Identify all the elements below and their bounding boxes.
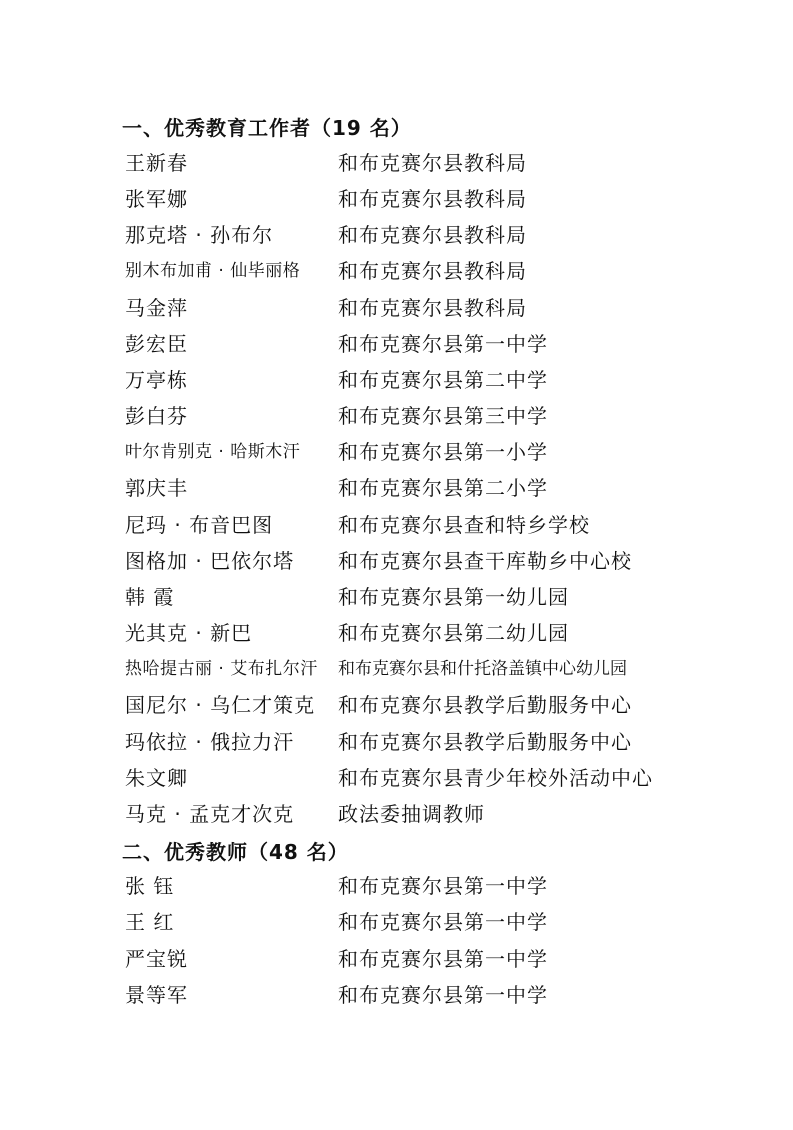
person-name: 王 红 (125, 910, 175, 934)
work-unit: 和布克赛尔县教科局 (338, 187, 527, 211)
work-unit: 和布克赛尔县和什托洛盖镇中心幼儿园 (338, 659, 627, 679)
list-item (0, 145, 793, 181)
person-name: 朱文卿 (125, 766, 188, 790)
work-unit: 和布克赛尔县青少年校外活动中心 (338, 766, 653, 790)
work-unit: 和布克赛尔县第一中学 (338, 874, 548, 898)
work-unit: 和布克赛尔县教科局 (338, 259, 527, 283)
work-unit: 和布克赛尔县第一幼儿园 (338, 585, 569, 609)
work-unit: 和布克赛尔县查干库勒乡中心校 (338, 549, 632, 573)
person-name: 彭宏臣 (125, 332, 188, 356)
list-item (0, 290, 793, 326)
person-name: 国尼尔 · 乌仁才策克 (125, 693, 316, 717)
list-item (0, 868, 793, 904)
work-unit: 政法委抽调教师 (338, 802, 485, 826)
work-unit: 和布克赛尔县教科局 (338, 296, 527, 320)
work-unit: 和布克赛尔县第一中学 (338, 332, 548, 356)
list-item (0, 543, 793, 579)
work-unit: 和布克赛尔县第一小学 (338, 440, 548, 464)
person-name: 叶尔肯别克 · 哈斯木汗 (125, 442, 301, 462)
person-name: 万亭栋 (125, 368, 188, 392)
list-item (0, 977, 793, 1013)
person-name: 景等军 (125, 983, 188, 1007)
list-item (0, 579, 793, 615)
list-item (0, 398, 793, 434)
person-name: 图格加 · 巴依尔塔 (125, 549, 295, 573)
list-item (0, 217, 793, 253)
person-name: 郭庆丰 (125, 476, 188, 500)
list-item (0, 615, 793, 651)
person-name: 尼玛 · 布音巴图 (125, 513, 274, 537)
list-item (0, 904, 793, 940)
person-name: 韩 霞 (125, 585, 175, 609)
work-unit: 和布克赛尔县教学后勤服务中心 (338, 693, 632, 717)
list-item (0, 362, 793, 398)
person-name: 那克塔 · 孙布尔 (125, 223, 274, 247)
work-unit: 和布克赛尔县第二小学 (338, 476, 548, 500)
work-unit: 和布克赛尔县教科局 (338, 151, 527, 175)
list-item (0, 651, 793, 687)
list-item (0, 507, 793, 543)
person-name: 玛依拉 · 俄拉力汗 (125, 730, 295, 754)
work-unit: 和布克赛尔县第一中学 (338, 983, 548, 1007)
person-name: 马克 · 孟克才次克 (125, 802, 295, 826)
list-item (0, 724, 793, 760)
work-unit: 和布克赛尔县第一中学 (338, 910, 548, 934)
person-name: 王新春 (125, 151, 188, 175)
work-unit: 和布克赛尔县第二幼儿园 (338, 621, 569, 645)
person-name: 彭白芬 (125, 404, 188, 428)
work-unit: 和布克赛尔县第一中学 (338, 947, 548, 971)
list-item (0, 181, 793, 217)
person-name: 热哈提古丽 · 艾布扎尔汗 (125, 659, 318, 679)
work-unit: 和布克赛尔县第三中学 (338, 404, 548, 428)
person-name: 张 钰 (125, 874, 175, 898)
work-unit: 和布克赛尔县第二中学 (338, 368, 548, 392)
section-title: 二、优秀教师（48 名） (122, 840, 349, 864)
person-name: 光其克 · 新巴 (125, 621, 253, 645)
work-unit: 和布克赛尔县查和特乡学校 (338, 513, 590, 537)
person-name: 别木布加甫 · 仙毕丽格 (125, 261, 301, 281)
work-unit: 和布克赛尔县教学后勤服务中心 (338, 730, 632, 754)
list-item (0, 326, 793, 362)
list-item (0, 470, 793, 506)
work-unit: 和布克赛尔县教科局 (338, 223, 527, 247)
section-title: 一、优秀教育工作者（19 名） (122, 116, 412, 140)
list-item (0, 941, 793, 977)
list-item (0, 687, 793, 723)
person-name: 张军娜 (125, 187, 188, 211)
list-item (0, 434, 793, 470)
person-name: 严宝锐 (125, 947, 188, 971)
list-item (0, 760, 793, 796)
list-item (0, 253, 793, 289)
person-name: 马金萍 (125, 296, 188, 320)
list-item (0, 796, 793, 832)
